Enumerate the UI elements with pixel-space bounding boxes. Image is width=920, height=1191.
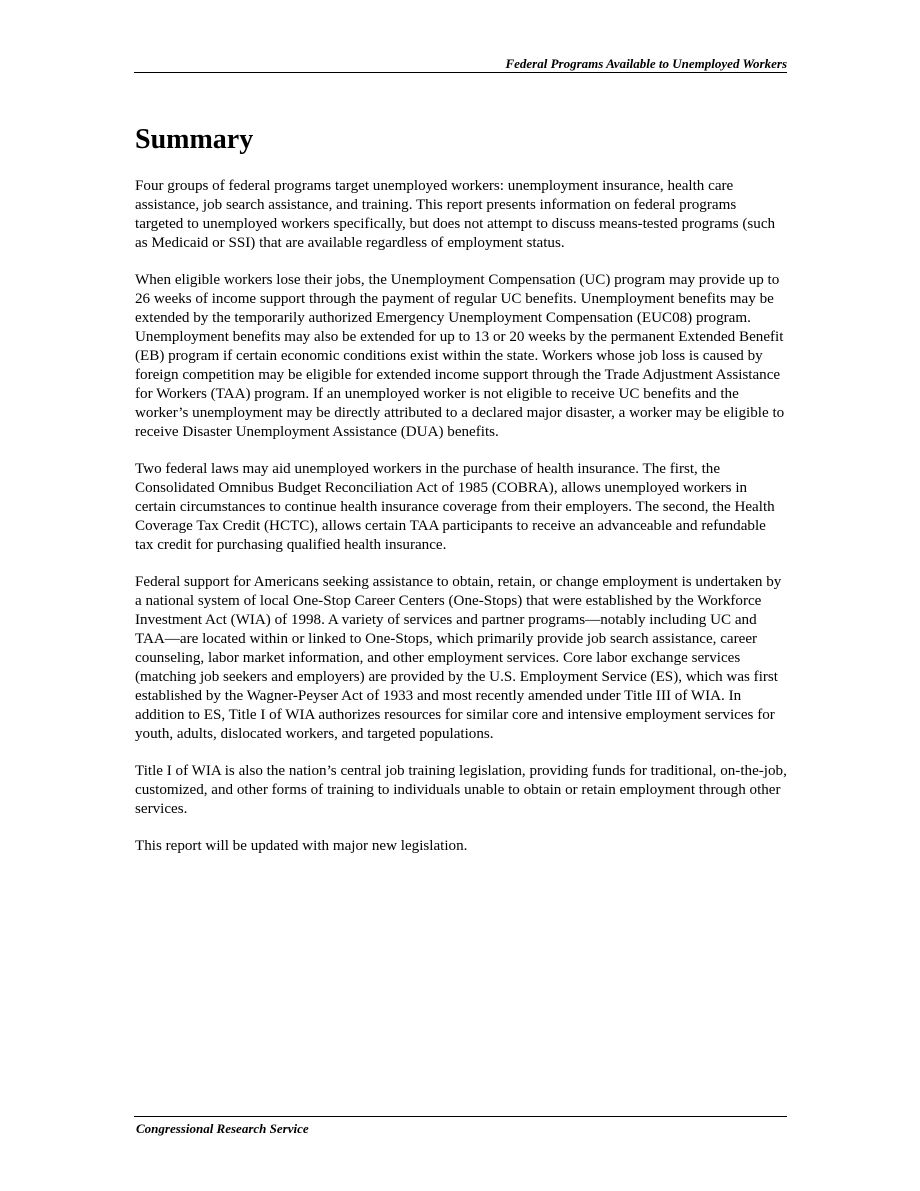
section-title: Summary (135, 124, 254, 155)
summary-paragraph-6: This report will be updated with major new legislation. (135, 838, 468, 854)
running-footer: Congressional Research Service (136, 1121, 309, 1136)
summary-body (135, 177, 787, 874)
summary-paragraph-1: Four groups of federal programs target unemployed workers: unemployment insurance, health care assistance, job search assistance, and training. This report presents information on federal programs targeted to unemployed workers specifically, but does not attempt to discuss means-tested programs (such as Medicaid or SSI) that are available regardless of employment status. (135, 178, 776, 251)
summary-paragraph-4: Federal support for Americans seeking assistance to obtain, retain, or change employment is undertaken by a national system of local One-Stop Career Centers (One-Stops) that were established by the Workforce Investment Act (WIA) of 1998. A variety of services and partner programs—notably including UC and TAA—are located within or linked to One-Stops, which primarily provide job search assistance, career counseling, labor market information, and other employment services. Core labor exchange services (matching job seekers and employers) are provided by the U.S. Employment Service (ES), which was first established by the Wagner-Peyser Act of 1933 and most recently amended under Title III of WIA. In addition to ES, Title I of WIA authorizes resources for similar core and intensive employment services for youth, adults, dislocated workers, and targeted populations. (135, 574, 782, 742)
running-header: Federal Programs Available to Unemployed Workers (505, 56, 787, 71)
summary-paragraph-3: Two federal laws may aid unemployed workers in the purchase of health insurance. The first, the Consolidated Omnibus Budget Reconciliation Act of 1985 (COBRA), allows unemployed workers in certain circumstances to continue health insurance coverage from their employers. The second, the Health Coverage Tax Credit (HCTC), allows certain TAA participants to receive an advanceable and refundable tax credit for purchasing qualified health insurance. (135, 461, 775, 553)
footer-rule (134, 1116, 787, 1117)
header-rule (134, 72, 787, 73)
summary-paragraph-5: Title I of WIA is also the nation’s central job training legislation, providing funds for traditional, on-the-job, customized, and other forms of training to individuals unable to obtain or retain employment through other services. (135, 763, 787, 817)
summary-paragraph-2: When eligible workers lose their jobs, the Unemployment Compensation (UC) program may provide up to 26 weeks of income support through the payment of regular UC benefits. Unemployment benefits may be extended by the temporarily authorized Emergency Unemployment Compensation (EUC08) program. Unemployment benefits may also be extended for up to 13 or 20 weeks by the permanent Extended Benefit (EB) program if certain economic conditions exist within the state. Workers whose job loss is caused by foreign competition may be eligible for extended income support through the Trade Adjustment Assistance for Workers (TAA) program. If an unemployed worker is not eligible to receive UC benefits and the worker’s unemployment may be directly attributed to a declared major disaster, a worker may be eligible to receive Disaster Unemployment Assistance (DUA) benefits. (135, 272, 785, 440)
